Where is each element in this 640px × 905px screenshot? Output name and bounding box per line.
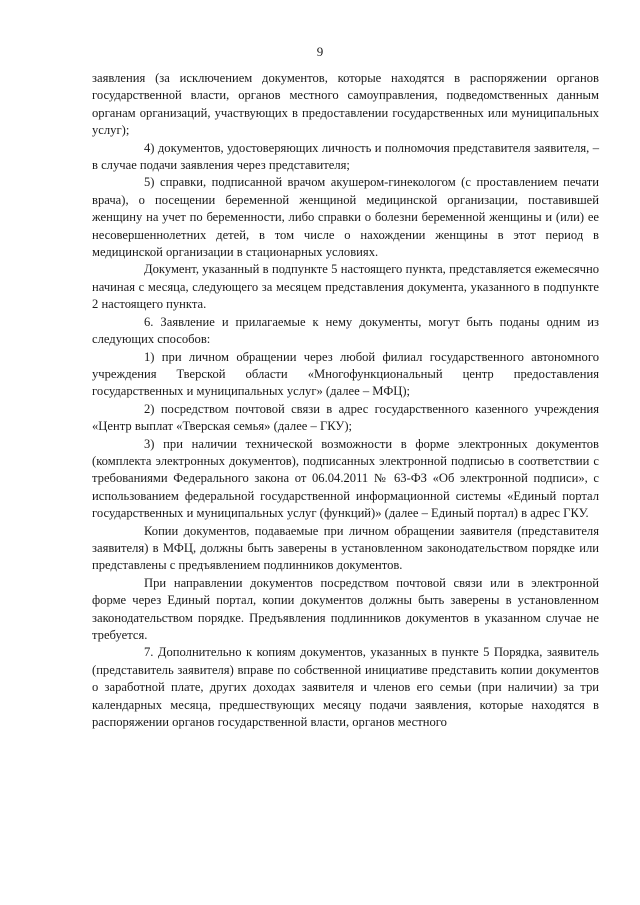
paragraph: 1) при личном обращении через любой филиал государственного автономного учреждения Тверской области «Многофункциональный центр предоставления государственных и муниципальных услуг» (далее – МФЦ);: [92, 349, 599, 399]
paragraph: заявления (за исключением документов, которые находятся в распоряжении органов государственной власти, органов местного самоуправления, подведомственных данным органам организаций, участвующих в предоставлении государственных или муниципальных услуг);: [92, 71, 599, 138]
paragraph: Копии документов, подаваемые при личном обращении заявителя (представителя заявителя) в МФЦ, должны быть заверены в установленном законодательством порядке или представлены с предъявлением подлинников документов.: [92, 523, 599, 573]
page-number: 9: [316, 44, 324, 59]
paragraph: При направлении документов посредством почтовой связи или в электронной форме через Единый портал, копии документов должны быть заверены в установленном законодательством порядке. Предъявления подлинников документов в указанном случае не требуется.: [92, 575, 599, 642]
paragraph: 3) при наличии технической возможности в форме электронных документов (комплекта электронных документов), подписанных электронной подписью в соответствии с требованиями Федерального закона от 06.04.2011 № 63-ФЗ «Об электронной подписи», с использованием федеральной государственной информационной системы «Единый портал государственных и муниципальных услуг (функций)» (далее – Единый портал) в адрес ГКУ.: [92, 436, 599, 521]
paragraph: 6. Заявление и прилагаемые к нему документы, могут быть поданы одним из следующих способов:: [92, 314, 599, 347]
document-body: [92, 70, 599, 731]
paragraph: 2) посредством почтовой связи в адрес государственного казенного учреждения «Центр выплат «Тверская семья» (далее – ГКУ);: [92, 401, 599, 434]
paragraph: Документ, указанный в подпункте 5 настоящего пункта, представляется ежемесячно начиная с месяца, следующего за месяцем представления документа, указанного в подпункте 2 настоящего пункта.: [92, 262, 599, 312]
paragraph: 7. Дополнительно к копиям документов, указанных в пункте 5 Порядка, заявитель (представитель заявителя) вправе по собственной инициативе представить копии документов о заработной плате, других доходах заявителя и членов его семьи (при наличии) за три календарных месяца, предшествующих месяцу подачи заявления, которые находятся в распоряжении органов государственной власти, органов местного: [92, 645, 599, 730]
paragraph: 4) документов, удостоверяющих личность и полномочия представителя заявителя, – в случае подачи заявления через представителя;: [92, 140, 599, 173]
paragraph: 5) справки, подписанной врачом акушером-гинекологом (с проставлением печати врача), о посещении беременной женщиной медицинской организации, поставившей женщину на учет по беременности, либо справки о болезни беременной женщины и (или) ее несовершеннолетних детей, в том числе о нахождении женщины в этот период в медицинской организации в стационарных условиях.: [92, 175, 599, 260]
